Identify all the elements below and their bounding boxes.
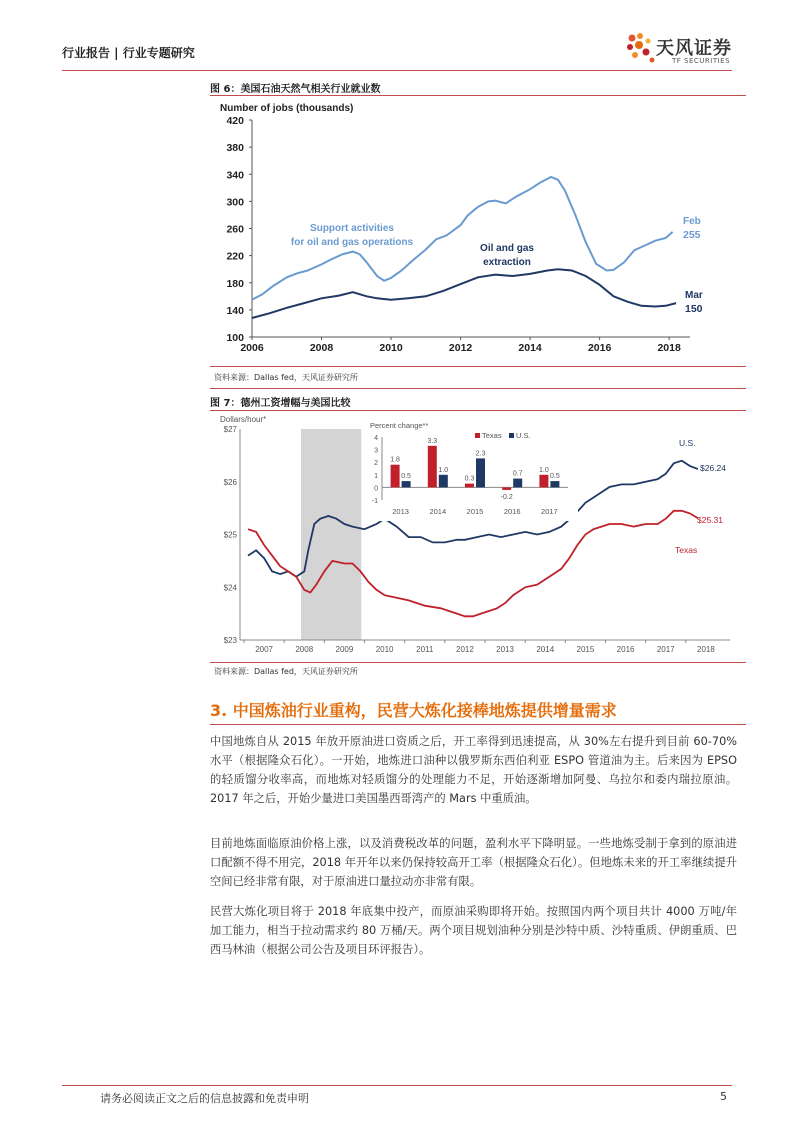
figure6-support-label-line2: for oil and gas operations [290, 237, 414, 248]
figure7-texas-series-label: Texas [675, 545, 698, 555]
figure6-ytick-label: 100 [226, 332, 244, 344]
figure7-source-rule [210, 662, 746, 663]
figure7-inset-data-label: 0.5 [401, 473, 411, 481]
report-category: 行业报告 | 行业专题研究 [62, 46, 195, 60]
figure7-xtick-label: 2016 [616, 645, 635, 654]
figure6-xtick-label: 2006 [240, 342, 264, 354]
figure7-texas-end-value: $25.31 [697, 515, 723, 525]
figure6-extraction-end-label: Mar [685, 290, 703, 301]
figure6-support-label-line1: Support activities [310, 223, 394, 234]
section-title-rule [210, 724, 746, 725]
paragraph-3: 民营大炼化项目将于 2018 年底集中投产，而原油采购即将开始。按照国内两个项目共计 4000 万吨/年加工能力，相当于拉动需求约 80 万桶/天。两个项目规划油种分别是沙特中质、沙特重质、伊朗重质、巴西马林油（根据公司公告及项目环评报告）。 [210, 905, 737, 956]
figure7-inset-bar-texas [465, 484, 474, 488]
header-divider [62, 70, 732, 71]
figure7-ytick-label: $23 [223, 636, 237, 645]
figure6-ytick-label: 260 [226, 223, 244, 236]
figure7-inset-data-label: 1.0 [438, 466, 449, 474]
figure7-inset-data-label: 0.3 [464, 475, 475, 483]
figure6-ytick-label: 300 [226, 196, 244, 209]
logo-chinese-name: 天风证券 [656, 38, 732, 59]
figure7-inset-bar-us [402, 481, 411, 487]
figure7-xtick-label: 2009 [335, 645, 354, 654]
figure7-title: 图 7：德州工资增幅与美国比较 [210, 398, 351, 409]
logo-english-name: TF SECURITIES [672, 57, 731, 65]
figure7-inset-legend-us-swatch [509, 433, 514, 438]
figure7-xtick-label: 2018 [697, 645, 715, 654]
figure6-ylabel: Number of jobs (thousands) [220, 103, 354, 114]
figure7-inset-bar-us [476, 458, 485, 487]
figure6-xtick-label: 2008 [309, 342, 334, 354]
figure7-us-end-value: $26.24 [700, 463, 726, 473]
figure7-inset-xtick-label: 2016 [503, 507, 521, 516]
figure7-inset-data-label: 0.5 [550, 473, 560, 481]
figure6-xtick-label: 2014 [518, 342, 542, 354]
figure6-title: 图 6：美国石油天然气相关行业就业数 [210, 84, 381, 95]
figure7-inset-bar-us [513, 479, 522, 488]
figure6-xtick-label: 2016 [587, 342, 612, 354]
figure7-inset-bar-texas [539, 475, 548, 488]
figure7-inset-bar-texas [428, 446, 437, 488]
figure6-extraction-label-line1: Oil and gas [480, 243, 534, 254]
figure7-inset-bar-texas [391, 465, 400, 488]
figure6-extraction-label-line2: extraction [483, 257, 531, 268]
figure7-chart [210, 412, 746, 662]
figure7-top-rule [210, 388, 746, 389]
figure7-inset-bar-texas [502, 487, 511, 490]
figure7-ylabel: Dollars/hour* [220, 415, 267, 424]
figure6-source-rule [210, 366, 746, 367]
figure7-inset-xtick-label: 2015 [466, 507, 484, 516]
figure7-inset-data-label: 0.7 [512, 470, 523, 478]
figure7-inset-data-label: 1.0 [539, 466, 549, 474]
figure7-inset-bar-us [439, 475, 448, 488]
figure6-support-end-label: Feb [683, 216, 701, 227]
paragraph-1: 中国地炼自从 2015 年放开原油进口资质之后，开工率得到迅速提高，从 30%左右提升到目前 60-70%水平（根据隆众石化）。一开始，地炼进口油种以俄罗斯东西伯利亚 ESPO 管道油为主。后来因为 EPSO 的轻质馏分收率高，而地炼对轻质馏分的处理能力不足，开始逐渐增加阿曼、乌拉尔和委内瑞拉原油。2017 年之后，开始少量进口美国墨西哥湾产的 Mars 中重质油。 [210, 735, 737, 805]
figure6-ytick-label: 420 [226, 115, 244, 127]
figure7-inset-ytick-label: 1 [374, 472, 378, 480]
figure7-inset-ytick-label: 3 [374, 447, 378, 455]
figure7-inset-xtick-label: 2013 [392, 507, 409, 516]
figure7-inset-xtick-label: 2017 [541, 507, 558, 516]
figure7-ytick-label: $24 [223, 583, 237, 593]
figure7-inset-xtick-label: 2014 [429, 507, 447, 516]
figure6-extraction-end-value: 150 [685, 303, 703, 315]
figure6-series-line-extraction [252, 269, 676, 318]
figure7-inset-data-label: 2.3 [475, 450, 486, 458]
figure7-us-series-label: U.S. [679, 438, 696, 448]
figure6-title-rule [210, 95, 746, 96]
section-title: 3. 中国炼油行业重构，民营大炼化接棒地炼提供增量需求 [210, 701, 617, 720]
figure6-ytick-label: 380 [226, 142, 244, 155]
figure6-ytick-label: 340 [226, 169, 244, 182]
figure7-inset-ytick-label: 2 [374, 460, 378, 468]
figure7-ytick-label: $25 [223, 530, 237, 540]
figure7-xtick-label: 2008 [295, 645, 314, 654]
figure7-inset-legend-texas: Texas [482, 431, 502, 440]
figure7-inset-data-label: -0.2 [500, 493, 513, 501]
footer-disclaimer: 请务必阅读正文之后的信息披露和免责申明 [100, 1092, 309, 1105]
figure7-xtick-label: 2017 [656, 645, 675, 654]
figure6-ytick-label: 180 [226, 277, 244, 290]
figure6-source: 资料来源：Dallas fed，天风证券研究所 [214, 373, 358, 382]
figure7-xtick-label: 2015 [576, 645, 595, 654]
figure7-inset-data-label: 1.8 [390, 456, 400, 464]
figure7-ytick-label: $27 [223, 425, 237, 434]
figure7-title-rule [210, 410, 746, 411]
figure7-xtick-label: 2014 [536, 645, 555, 654]
figure6-support-end-value: 255 [683, 229, 701, 241]
figure7-inset-ytick-label: 4 [374, 435, 378, 442]
figure7-inset-title: Percent change** [370, 421, 429, 430]
figure7-inset-legend-texas-swatch [475, 433, 480, 438]
figure6-ytick-label: 220 [226, 250, 244, 263]
figure6-xtick-label: 2018 [657, 342, 681, 354]
figure7-xtick-label: 2011 [416, 645, 434, 654]
figure7-inset-ytick-label: 0 [374, 485, 378, 493]
figure7-inset-ytick-label: -1 [371, 498, 378, 505]
footer-divider [62, 1085, 732, 1086]
figure7-inset-data-label: 3.3 [427, 437, 438, 445]
figure7-xtick-label: 2010 [375, 645, 394, 654]
figure7-xtick-label: 2012 [456, 645, 474, 654]
figure7-xtick-label: 2013 [496, 645, 514, 654]
page-number: 5 [720, 1090, 727, 1103]
figure7-xtick-label: 2007 [255, 645, 273, 654]
figure7-ytick-label: $26 [223, 477, 237, 487]
figure6-xtick-label: 2010 [379, 342, 403, 354]
figure7-source: 资料来源：Dallas fed，天风证券研究所 [214, 667, 358, 676]
figure6-ytick-label: 140 [226, 304, 244, 317]
figure7-recession-shading [301, 429, 361, 640]
paragraph-2: 目前地炼面临原油价格上涨，以及消费税改革的问题，盈利水平下降明显。一些地炼受制于拿到的原油进口配额不得不用完，2018 年开年以来仍保持较高开工率（根据隆众石化）。但地炼未来的开工率继续提升空间已经非常有限，对于原油进口量拉动亦非常有限。 [210, 837, 737, 888]
figure6-xtick-label: 2012 [448, 342, 473, 354]
figure6-chart [210, 97, 746, 365]
figure7-inset-bar-us [550, 481, 559, 487]
figure7-inset-legend-us: U.S. [516, 431, 531, 440]
